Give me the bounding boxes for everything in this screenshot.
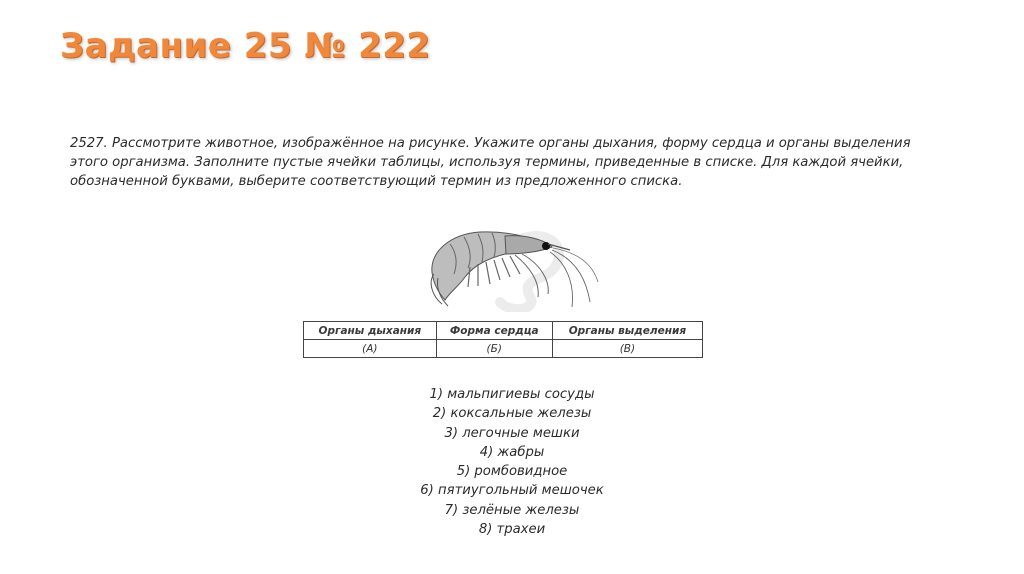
shrimp-illustration (420, 222, 600, 312)
cell-b: (Б) (436, 340, 552, 358)
option-item: 6) пятиугольный мешочек (420, 483, 604, 499)
header-heart-shape: Форма сердца (436, 322, 552, 340)
option-item: 7) зелёные железы (444, 502, 580, 518)
option-item: 1) мальпигиевы сосуды (429, 387, 595, 402)
answer-table-header-row (304, 322, 703, 340)
cell-a: (А) (304, 340, 437, 358)
cell-c: (В) (552, 340, 702, 358)
header-excretory-organs: Органы выделения (552, 322, 702, 340)
shrimp-drawing (420, 222, 600, 312)
option-item: 5) ромбовидное (456, 464, 568, 480)
question-text: 2527. Рассмотрите животное, изображённое на рисунке. Укажите органы дыхания, форму сердца и органы выделения этого организма. Заполните пустые ячейки таблицы, используя термины, приведенные в списке. Для каждой ячейки, обозначенной буквами, выберите соответствующий термин из предложенного списка. (70, 136, 911, 189)
answer-table-row (304, 340, 703, 358)
answer-table (303, 321, 703, 358)
options-list (312, 385, 712, 539)
option-item: 3) легочные мешки (444, 425, 580, 441)
option-item: 2) коксальные железы (432, 406, 592, 422)
option-item: 4) жабры (479, 444, 545, 460)
slide-title: Задание 25 № 222 (60, 26, 431, 66)
option-item: 8) трахеи (478, 522, 546, 538)
header-respiratory-organs: Органы дыхания (304, 322, 437, 340)
